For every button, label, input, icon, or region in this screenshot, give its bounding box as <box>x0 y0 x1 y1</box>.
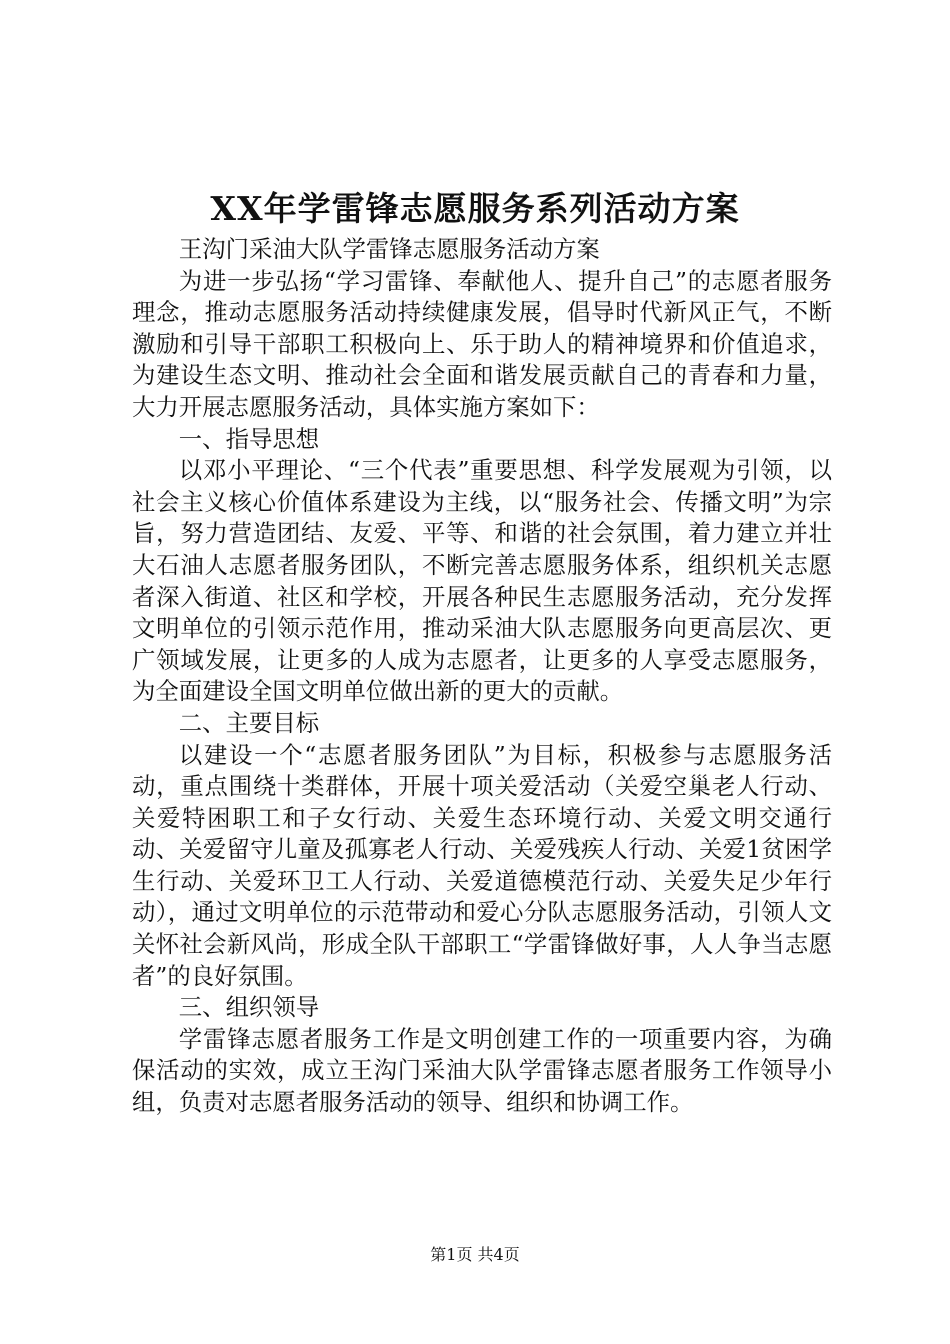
section-heading-main-goals: 二、主要目标 <box>178 708 320 737</box>
document-title: XX年学雷锋志愿服务系列活动方案 <box>210 189 740 228</box>
paragraph-guiding-thought: 以邓小平理论、“三个代表”重要思想、科学发展观为引领，以社会主义核心价值体系建设为主线，以“服务社会、传播文明”为宗旨，努力营造团结、友爱、平等、和谐的社会氛围，着力建立并壮大石油人志愿者服务团队，不断完善志愿服务体系，组织机关志愿者深入街道、社区和学校，开展各种民生志愿服务活动，充分发挥文明单位的引领示范作用，推动采油大队志愿服务向更高层次、更广领域发展，让更多的人成为志愿者，让更多的人享受志愿服务，为全面建设全国文明单位做出新的更大的贡献。 <box>132 456 832 706</box>
section-heading-organization: 三、组织领导 <box>178 993 320 1022</box>
paragraph-intro: 为进一步弘扬“学习雷锋、奉献他人、提升自己”的志愿者服务理念，推动志愿服务活动持续健康发展，倡导时代新风正气，不断激励和引导干部职工积极向上、乐于助人的精神境界和价值追求，为建设生态文明、推动社会全面和谐发展贡献自己的青春和力量，大力开展志愿服务活动，具体实施方案如下： <box>132 266 832 421</box>
paragraph-subtitle: 王沟门采油大队学雷锋志愿服务活动方案 <box>178 235 600 263</box>
page-number-footer: 第1页 共4页 <box>430 1245 520 1264</box>
paragraph-main-goals: 以建设一个“志愿者服务团队”为目标，积极参与志愿服务活动，重点围绕十类群体，开展十项关爱活动（关爱空巢老人行动、关爱特困职工和子女行动、关爱生态环境行动、关爱文明交通行动、关爱留守儿童及孤寡老人行动、关爱残疾人行动、关爱1贫困学生行动、关爱环卫工人行动、关爱道德模范行动、关爱失足少年行动），通过文明单位的示范带动和爱心分队志愿服务活动，引领人文关怀社会新风尚，形成全队干部职工“学雷锋做好事，人人争当志愿者”的良好氛围。 <box>132 740 832 990</box>
paragraph-organization: 学雷锋志愿者服务工作是文明创建工作的一项重要内容，为确保活动的实效，成立王沟门采油大队学雷锋志愿者服务工作领导小组，负责对志愿者服务活动的领导、组织和协调工作。 <box>132 1024 832 1117</box>
section-heading-guiding-thought: 一、指导思想 <box>178 424 320 453</box>
document-body <box>132 234 832 1119</box>
